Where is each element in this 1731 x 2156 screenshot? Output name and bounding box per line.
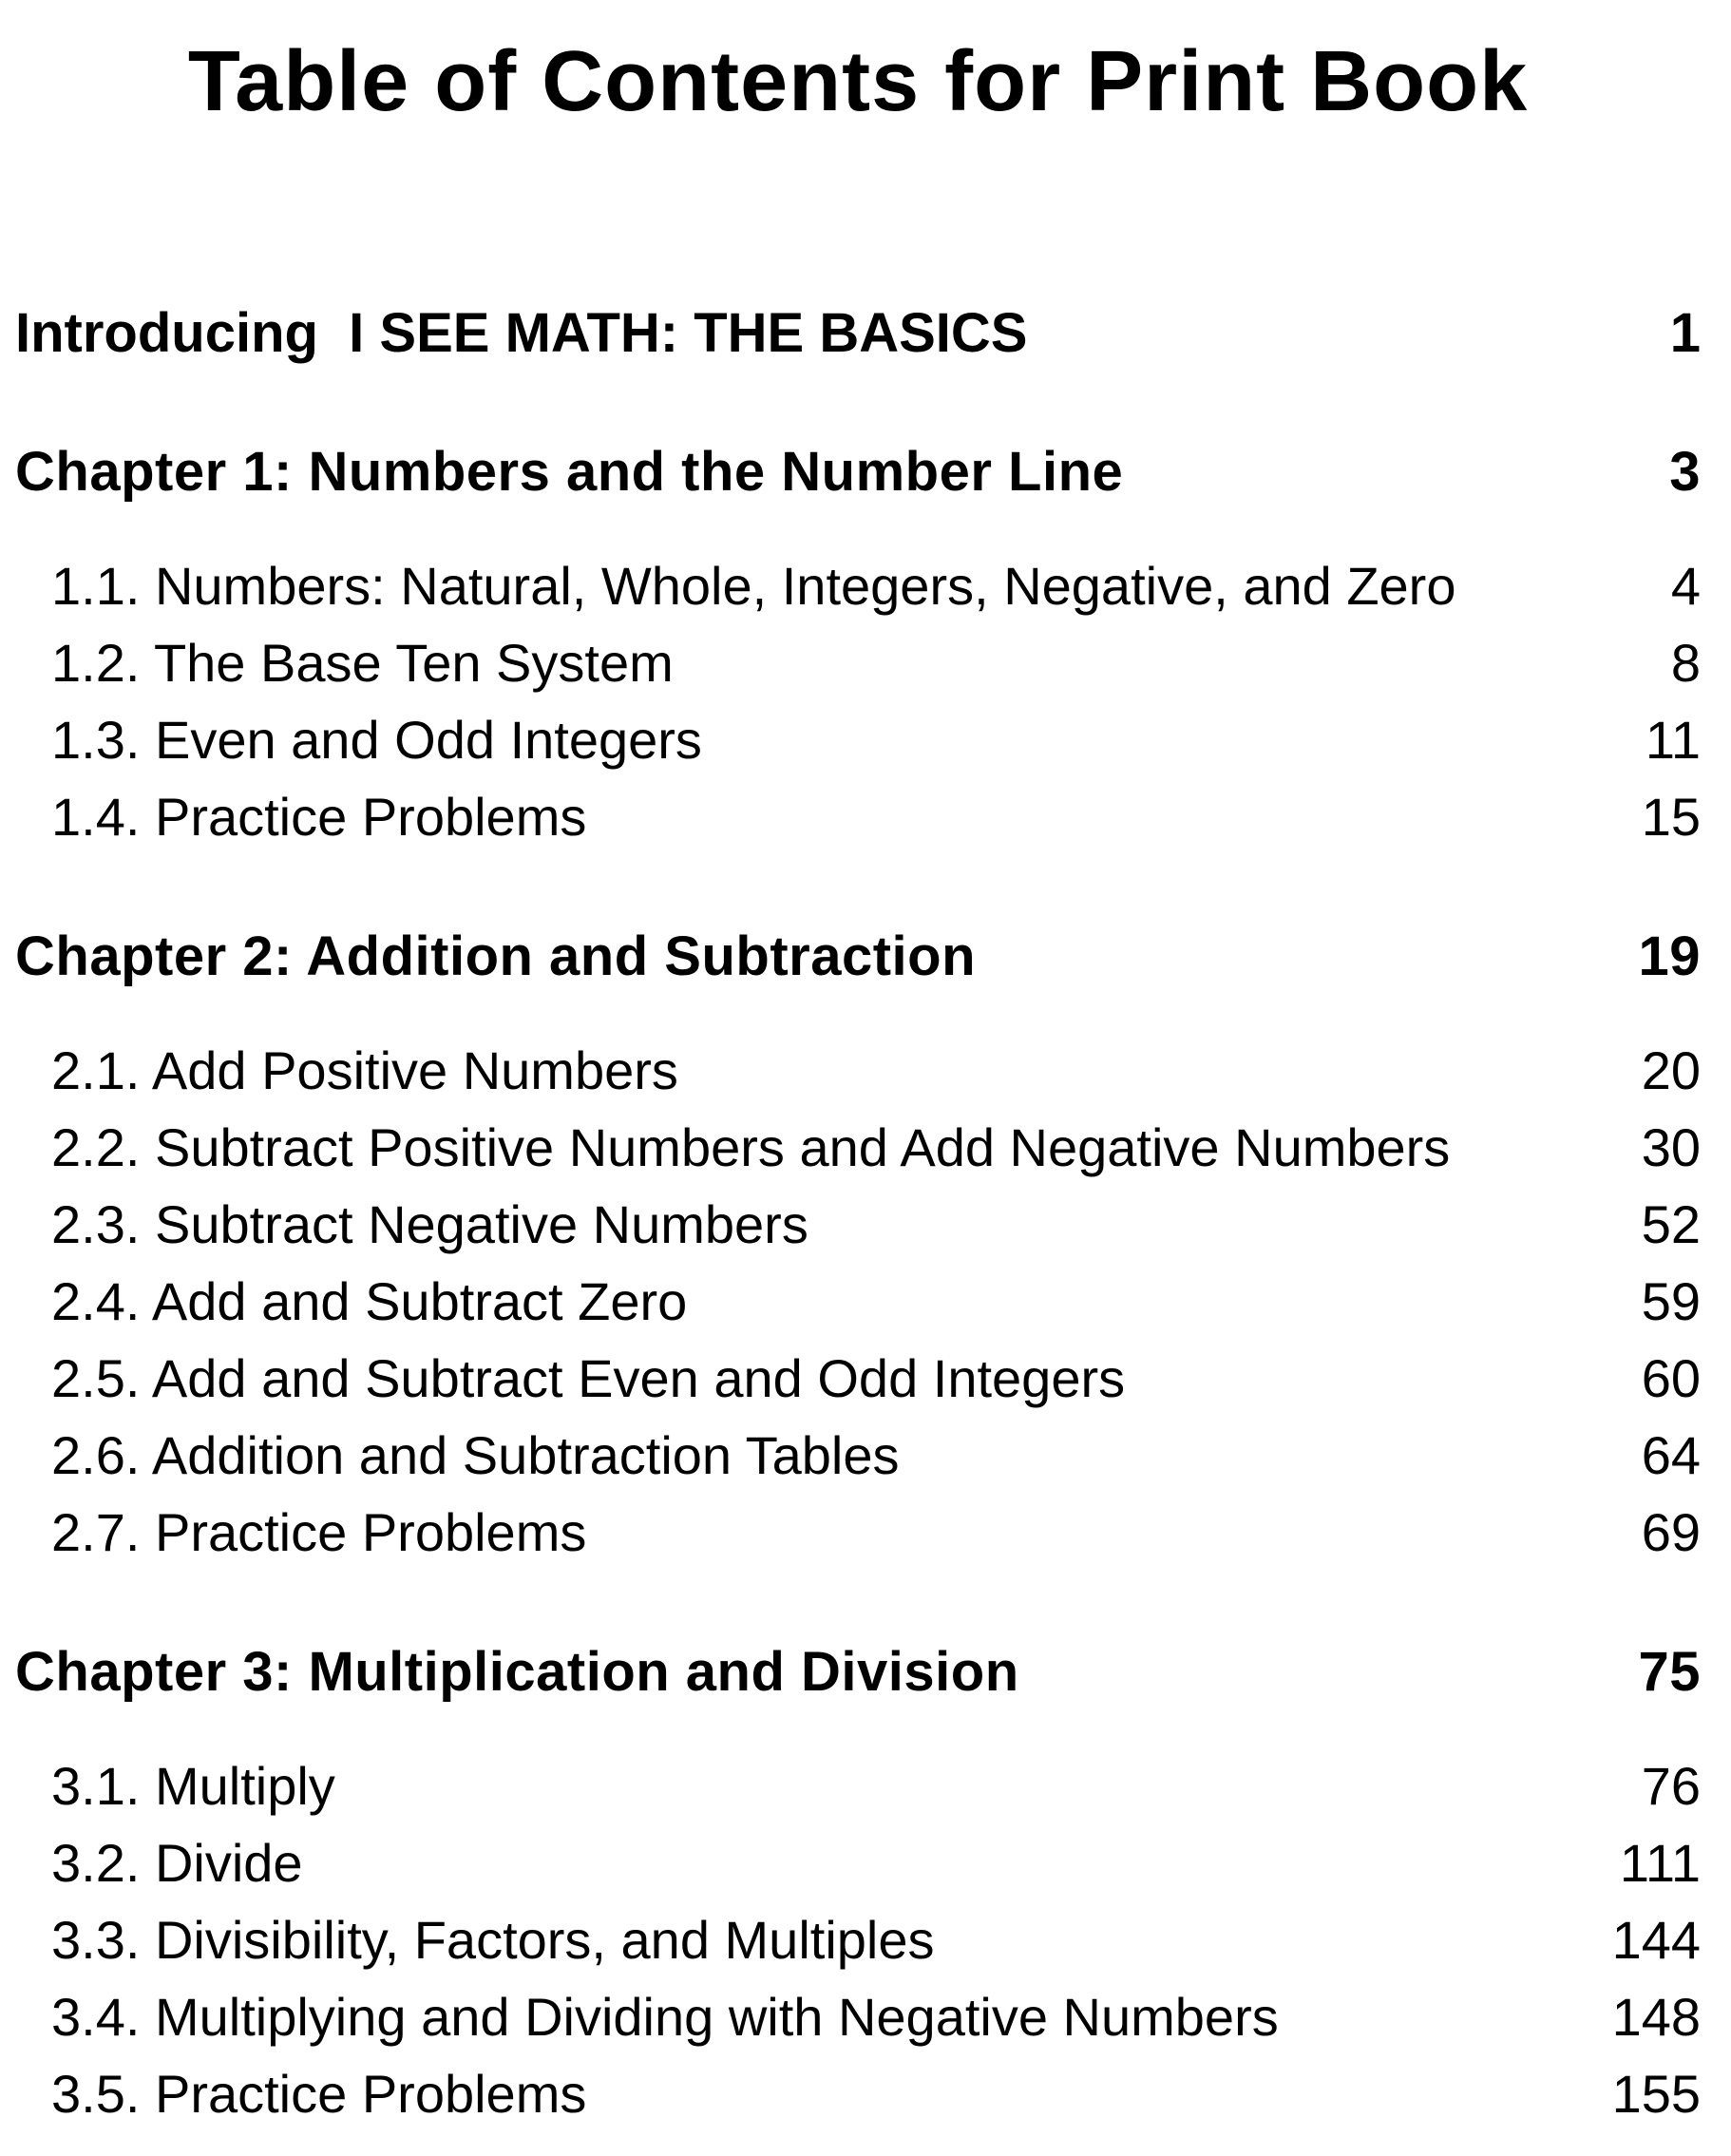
toc-entry-section xyxy=(15,1978,1701,2055)
entry-page-number: 75 xyxy=(1638,1641,1701,1703)
entry-page-number: 64 xyxy=(1641,1425,1701,1485)
entry-page-number: 59 xyxy=(1641,1271,1701,1331)
toc-entry-section xyxy=(15,1032,1701,1109)
toc-entry-section xyxy=(15,701,1701,778)
toc-entry-chapter-1 xyxy=(15,435,1701,509)
toc-entry-section xyxy=(15,1417,1701,1494)
entry-label: 3.4. Multiplying and Dividing with Negative Numbers xyxy=(51,1987,1279,2047)
toc-entry-section xyxy=(15,1494,1701,1571)
toc-entry-section xyxy=(15,624,1701,701)
entry-page-number: 3 xyxy=(1669,441,1701,503)
toc-entry-section xyxy=(15,2055,1701,2132)
entry-page-number: 69 xyxy=(1641,1502,1701,1562)
entry-label: Chapter 1: Numbers and the Number Line xyxy=(15,441,1124,503)
entry-page-number: 11 xyxy=(1645,710,1701,770)
entry-page-number: 111 xyxy=(1619,1833,1701,1893)
toc-entry-section xyxy=(15,1824,1701,1901)
entry-label: 1.3. Even and Odd Integers xyxy=(51,710,702,770)
entry-page-number: 30 xyxy=(1641,1117,1701,1177)
entry-label: Introducing I SEE MATH: THE BASICS xyxy=(15,302,1028,364)
entry-label: 1.1. Numbers: Natural, Whole, Integers, Negative, and Zero xyxy=(51,556,1456,616)
toc-entry-section xyxy=(15,1186,1701,1263)
toc-entry-chapter-3 xyxy=(15,1635,1701,1709)
entry-page-number: 20 xyxy=(1641,1040,1701,1100)
chapter-3-sections xyxy=(15,1747,1701,2132)
entry-label: 2.2. Subtract Positive Numbers and Add Negative Numbers xyxy=(51,1117,1451,1177)
toc-entry-section xyxy=(15,1901,1701,1978)
entry-label: 3.5. Practice Problems xyxy=(51,2064,587,2124)
toc-entry-section xyxy=(15,1263,1701,1340)
entry-label: 3.2. Divide xyxy=(51,1833,303,1893)
entry-page-number: 19 xyxy=(1638,925,1701,987)
entry-label: 3.3. Divisibility, Factors, and Multiples xyxy=(51,1910,935,1970)
toc-entry-section xyxy=(15,1109,1701,1186)
entry-label: Chapter 2: Addition and Subtraction xyxy=(15,925,977,987)
toc-entry-intro xyxy=(15,296,1701,371)
entry-page-number: 8 xyxy=(1670,633,1701,693)
entry-page-number: 60 xyxy=(1641,1348,1701,1408)
entry-label: 3.1. Multiply xyxy=(51,1756,335,1816)
toc-entry-chapter-2 xyxy=(15,920,1701,994)
entry-page-number: 148 xyxy=(1611,1987,1701,2047)
entry-label: 1.2. The Base Ten System xyxy=(51,633,674,693)
entry-label: 1.4. Practice Problems xyxy=(51,787,587,847)
entry-label: 2.5. Add and Subtract Even and Odd Integers xyxy=(51,1348,1126,1408)
entry-page-number: 52 xyxy=(1641,1194,1701,1254)
toc-entry-section xyxy=(15,547,1701,624)
chapter-2-sections xyxy=(15,1032,1701,1571)
entry-label: 2.7. Practice Problems xyxy=(51,1502,587,1562)
entry-page-number: 4 xyxy=(1670,556,1701,616)
entry-page-number: 1 xyxy=(1669,302,1701,364)
chapter-1-sections xyxy=(15,547,1701,855)
page-title: Table of Contents for Print Book xyxy=(187,34,1529,129)
entry-label: 2.1. Add Positive Numbers xyxy=(51,1040,678,1100)
entry-label: 2.3. Subtract Negative Numbers xyxy=(51,1194,808,1254)
entry-page-number: 76 xyxy=(1641,1756,1701,1816)
entry-page-number: 155 xyxy=(1611,2064,1701,2124)
toc-entry-section xyxy=(15,1747,1701,1824)
toc-entry-section xyxy=(15,1340,1701,1417)
entry-label: 2.4. Add and Subtract Zero xyxy=(51,1271,688,1331)
entry-label: Chapter 3: Multiplication and Division xyxy=(15,1641,1019,1703)
entry-page-number: 144 xyxy=(1611,1910,1701,1970)
toc-entry-section xyxy=(15,778,1701,855)
entry-label: 2.6. Addition and Subtraction Tables xyxy=(51,1425,900,1485)
entry-page-number: 15 xyxy=(1641,787,1701,847)
